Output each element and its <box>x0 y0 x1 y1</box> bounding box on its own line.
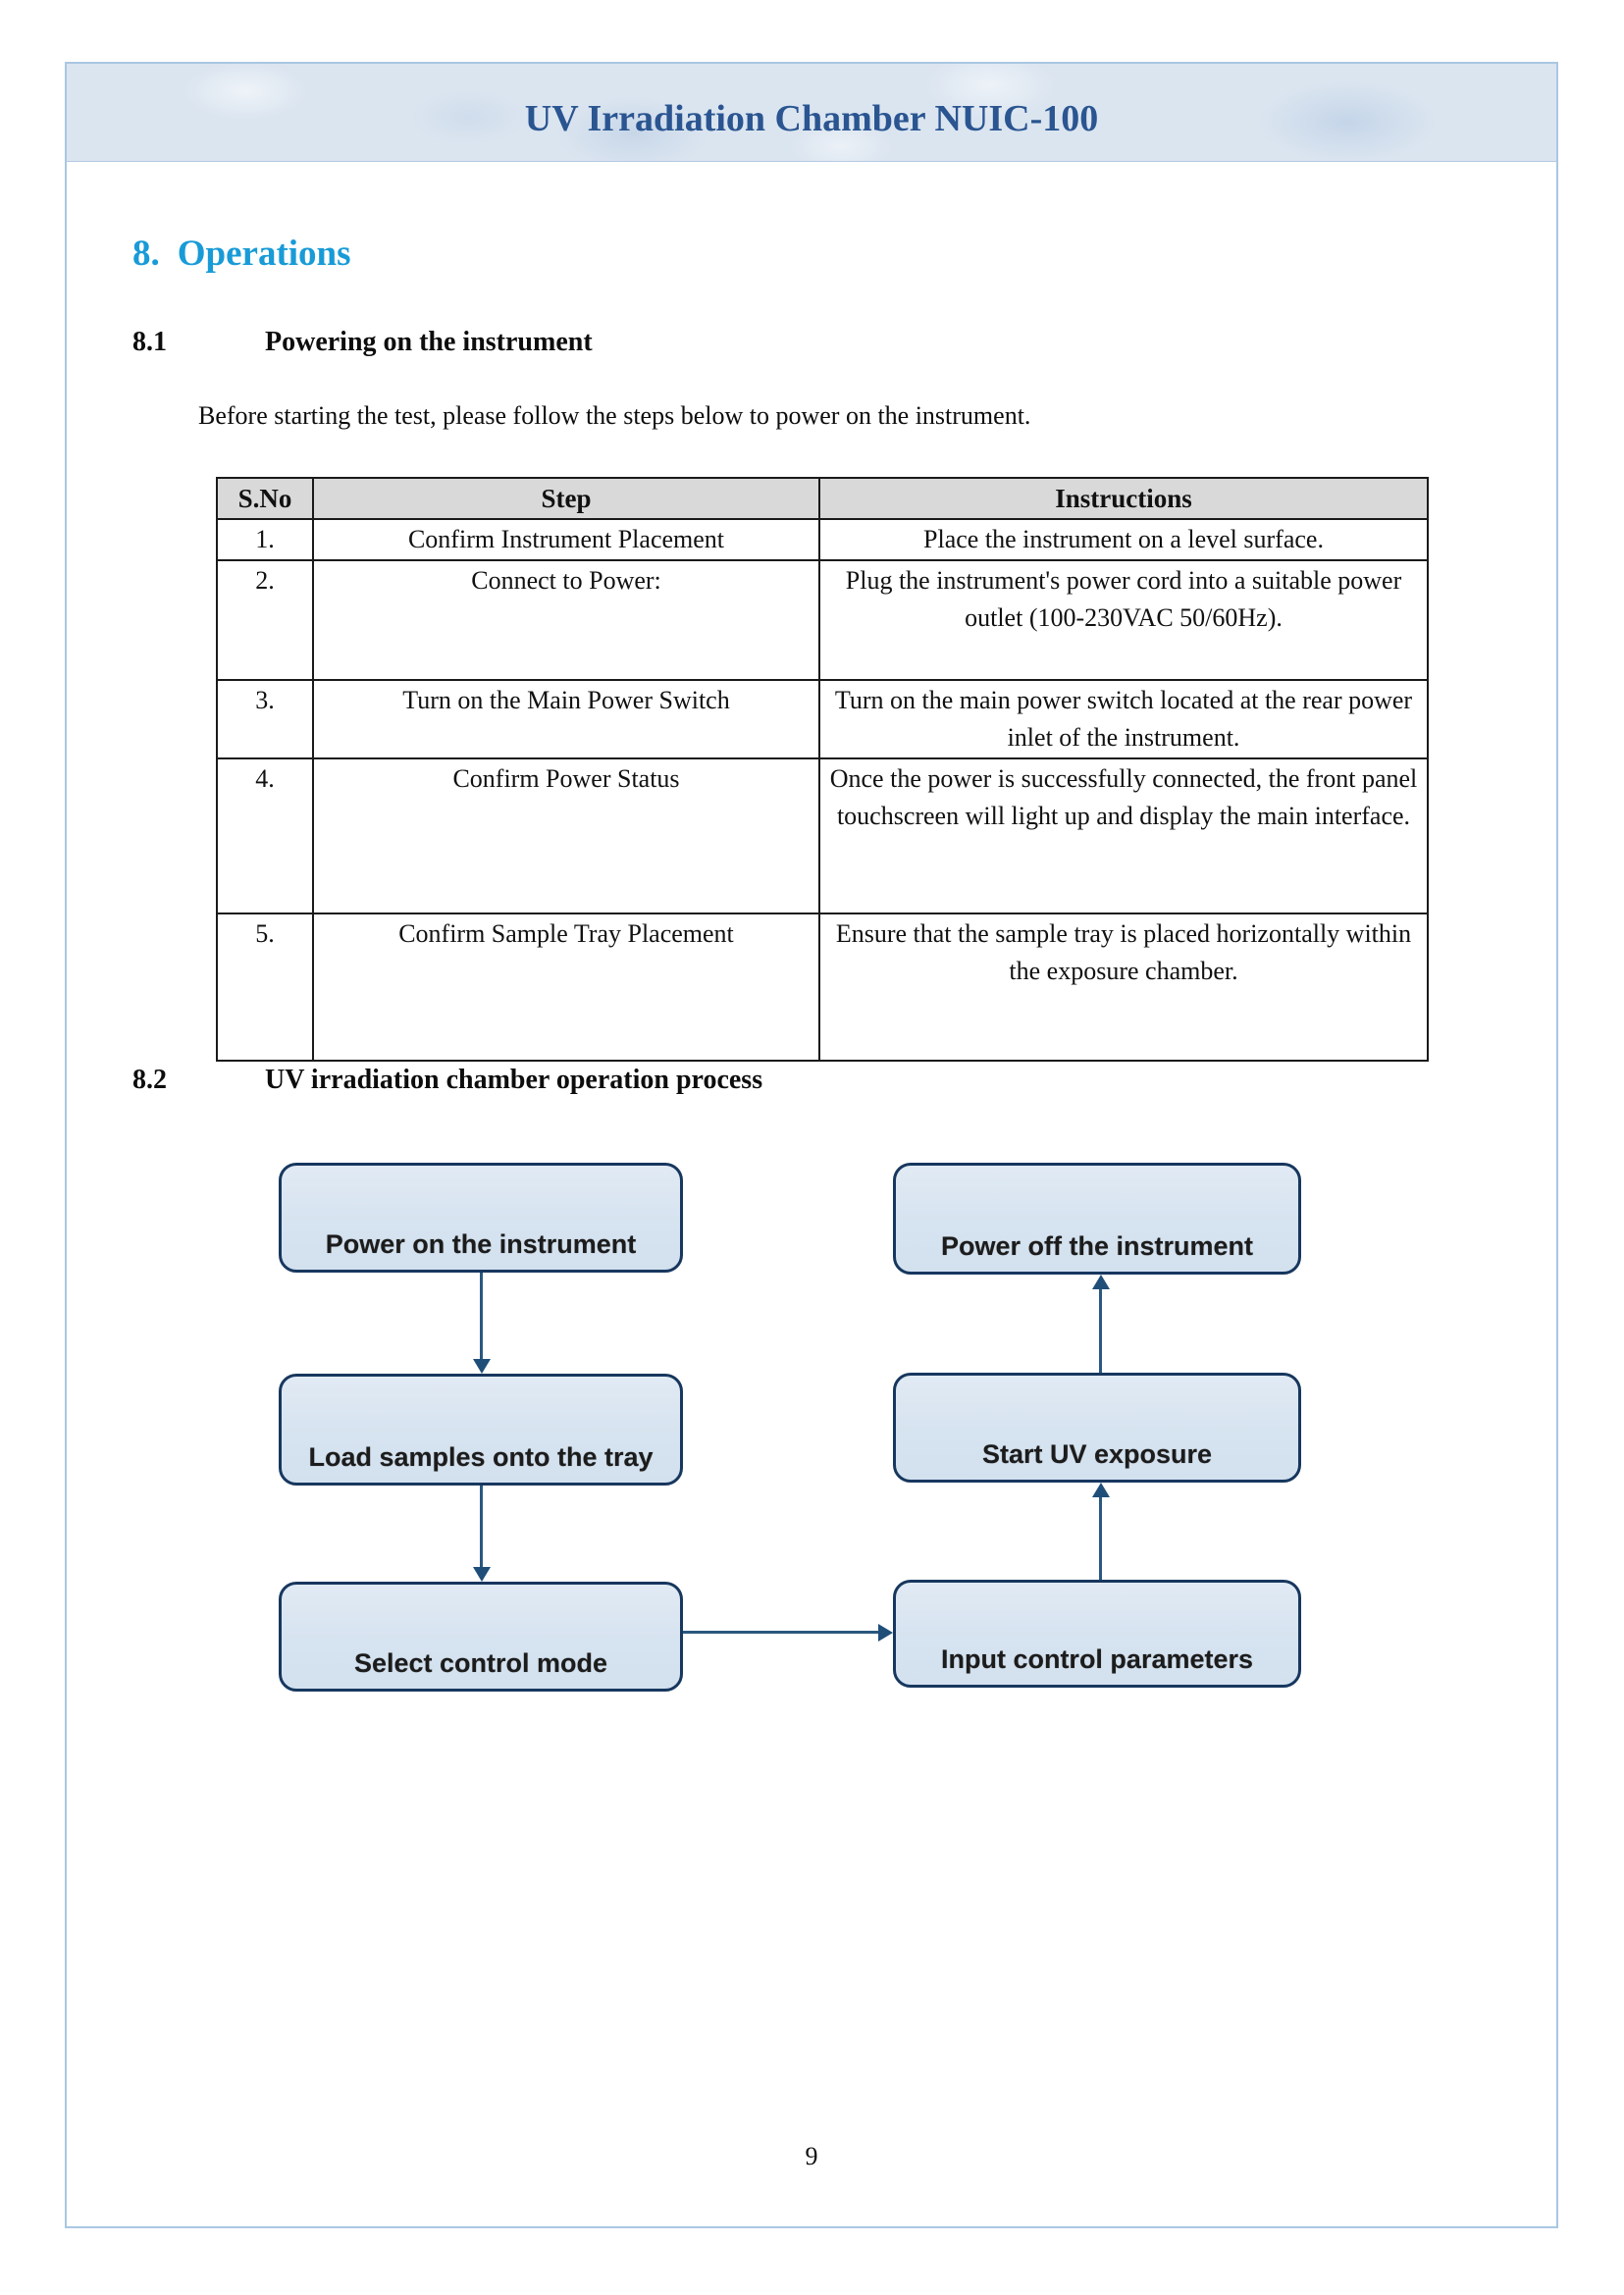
cell-step: Confirm Power Status <box>313 758 819 913</box>
cell-step: Connect to Power: <box>313 560 819 680</box>
arrowhead-down-icon <box>473 1359 491 1374</box>
section-title: Operations <box>177 234 351 274</box>
flow-box-input-control-parameters: Input control parameters <box>893 1580 1301 1688</box>
cell-step: Confirm Sample Tray Placement <box>313 913 819 1061</box>
arrowhead-up-icon <box>1092 1275 1110 1289</box>
table-row <box>217 913 1428 1061</box>
page-header-band <box>67 64 1556 162</box>
subsection-number: 8.2 <box>132 1065 167 1095</box>
cell-sno: 1. <box>217 519 313 560</box>
power-on-steps-table <box>216 477 1429 1062</box>
arrowhead-down-icon <box>473 1567 491 1582</box>
cell-step: Turn on the Main Power Switch <box>313 680 819 758</box>
column-header-sno: S.No <box>217 478 313 519</box>
connector-power-on-to-load-samples <box>480 1273 483 1363</box>
table-row <box>217 680 1428 758</box>
arrowhead-right-icon <box>878 1624 893 1642</box>
section-heading-operations <box>132 233 351 275</box>
subsection-heading-8-1 <box>132 327 593 358</box>
connector-load-samples-to-select-mode <box>480 1486 483 1570</box>
cell-instructions: Turn on the main power switch located at the rear power inlet of the instrument. <box>819 680 1428 758</box>
cell-instructions: Plug the instrument's power cord into a suitable power outlet (100-230VAC 50/60Hz). <box>819 560 1428 680</box>
document-title: UV Irradiation Chamber NUIC-100 <box>524 97 1099 139</box>
column-header-step: Step <box>313 478 819 519</box>
connector-input-params-to-start-exposure <box>1099 1494 1102 1580</box>
connector-select-mode-to-input-params <box>683 1631 881 1634</box>
flow-box-power-on: Power on the instrument <box>279 1163 683 1273</box>
cell-sno: 4. <box>217 758 313 913</box>
subsection-title: Powering on the instrument <box>265 327 593 357</box>
intro-paragraph: Before starting the test, please follow the steps below to power on the instrument. <box>198 401 1031 430</box>
cell-instructions: Ensure that the sample tray is placed horizontally within the exposure chamber. <box>819 913 1428 1061</box>
column-header-instructions: Instructions <box>819 478 1428 519</box>
cell-instructions: Once the power is successfully connected, the front panel touchscreen will light up and display the main interface. <box>819 758 1428 913</box>
cell-instructions: Place the instrument on a level surface. <box>819 519 1428 560</box>
page-number: 9 <box>805 2142 818 2170</box>
section-number: 8. <box>132 234 160 274</box>
arrowhead-up-icon <box>1092 1483 1110 1497</box>
subsection-heading-8-2 <box>132 1065 762 1096</box>
flow-box-start-uv-exposure: Start UV exposure <box>893 1373 1301 1483</box>
subsection-number: 8.1 <box>132 327 167 357</box>
flow-box-select-control-mode: Select control mode <box>279 1582 683 1692</box>
table-row <box>217 519 1428 560</box>
cell-step: Confirm Instrument Placement <box>313 519 819 560</box>
page-frame <box>65 62 1558 2228</box>
table-row <box>217 758 1428 913</box>
flow-box-load-samples: Load samples onto the tray <box>279 1374 683 1486</box>
table-header-row <box>217 478 1428 519</box>
cell-sno: 3. <box>217 680 313 758</box>
cell-sno: 5. <box>217 913 313 1061</box>
subsection-title: UV irradiation chamber operation process <box>265 1065 763 1095</box>
connector-start-exposure-to-power-off <box>1099 1286 1102 1373</box>
cell-sno: 2. <box>217 560 313 680</box>
flow-box-power-off: Power off the instrument <box>893 1163 1301 1275</box>
table-row <box>217 560 1428 680</box>
